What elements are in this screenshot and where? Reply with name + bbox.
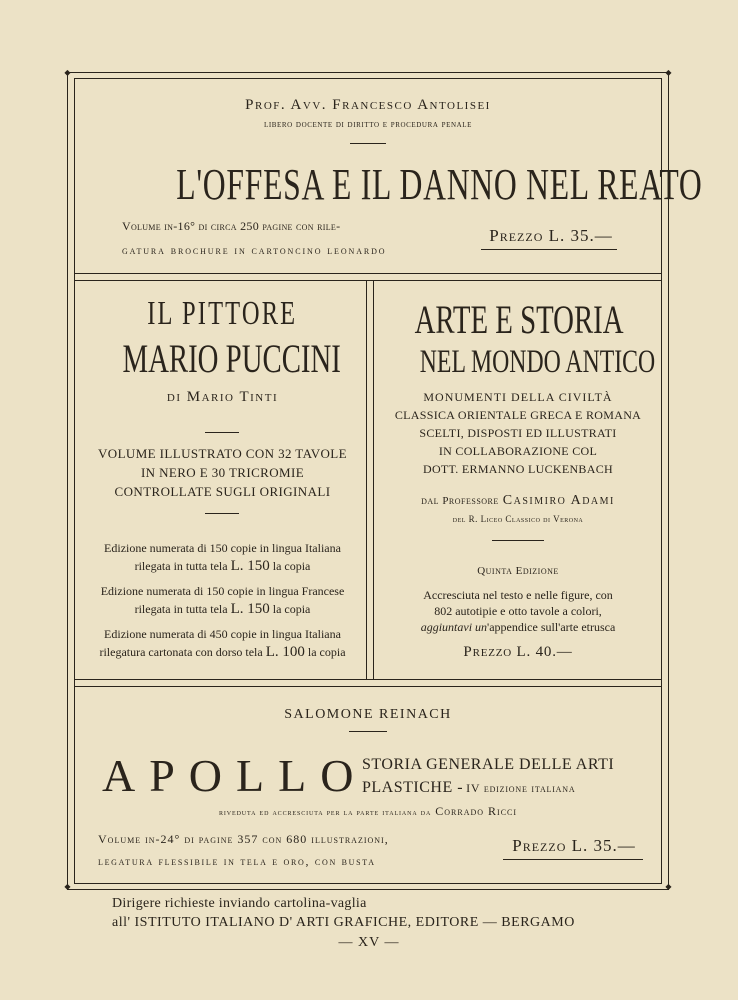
edition-price: L. 150: [230, 558, 270, 574]
edition-price: L. 150: [230, 601, 270, 617]
ornament-rule: [492, 540, 544, 541]
book-description: SCELTI, DISPOSTI ED ILLUSTRATI: [419, 426, 617, 440]
book-description: gatura brochure in cartoncino leonardo: [122, 243, 387, 257]
book-price: Prezzo L. 35.—: [512, 836, 636, 855]
edition-line: Edizione numerata di 150 copie in lingua Italiana: [104, 541, 341, 555]
edition-line: Edizione numerata di 150 copie in lingua Francese: [100, 584, 345, 598]
book-title: APOLLO: [102, 750, 368, 801]
book-title: ARTE E STORIA: [414, 297, 624, 342]
edition-label: Quinta Edizione: [477, 565, 559, 577]
book-price: Prezzo L. 35.—: [489, 226, 613, 245]
revision-note: riveduta ed accresciuta per la parte italiana da Corrado Ricci: [218, 804, 518, 818]
corner-ornament: ◆: [64, 68, 71, 77]
book-description: VOLUME ILLUSTRATO CON 32 TAVOLE: [98, 446, 347, 461]
corner-ornament: ◆: [665, 68, 672, 77]
book-description: MONUMENTI DELLA CIVILTÀ: [423, 390, 613, 404]
edition-line: rilegatura cartonata con dorso tela L. 100 la copia: [99, 644, 346, 660]
author-role: libero docente di diritto e procedura penale: [263, 119, 473, 130]
book-subtitle: STORIA GENERALE DELLE ARTI: [362, 756, 615, 773]
book-text: aggiuntavi un'appendice sull'arte etrusca: [420, 620, 616, 634]
edition-line: Edizione numerata di 450 copie in lingua Italiana: [104, 627, 341, 641]
book-author: SALOMONE REINACH: [284, 707, 452, 722]
footer-publisher: all' ISTITUTO ITALIANO D' ARTI GRAFICHE, EDITORE — BERGAMO: [112, 915, 575, 930]
ornament-rule: [350, 143, 386, 144]
edition-line: rilegata in tutta tela L. 150 la copia: [134, 601, 311, 617]
book-title: MARIO PUCCINI: [122, 336, 341, 381]
footer-instructions: Dirigere richieste inviando cartolina-vaglia: [112, 896, 367, 911]
book-text: Accresciuta nel testo e nelle figure, con: [423, 588, 613, 602]
corner-ornament: ◆: [64, 882, 71, 891]
book-description: DOTT. ERMANNO LUCKENBACH: [423, 462, 613, 476]
section-divider: [74, 280, 662, 281]
edition-price: L. 100: [265, 644, 305, 660]
page-number: — XV —: [338, 935, 400, 950]
corner-ornament: ◆: [665, 882, 672, 891]
section-divider: [74, 679, 662, 680]
book-description: Volume in-16° di circa 250 pagine con rile-: [122, 219, 341, 233]
price-underline: [481, 249, 617, 250]
book-description: IN NERO E 30 TRICROMIE: [140, 465, 305, 480]
book-title: IL PITTORE: [147, 295, 298, 332]
author-name: Prof. Avv. Francesco Antolisei: [245, 97, 491, 113]
price-underline: [503, 859, 643, 860]
section-divider: [74, 686, 662, 687]
book-title: NEL MONDO ANTICO: [419, 344, 656, 380]
book-description: legatura flessibile in tela e oro, con busta: [98, 854, 376, 868]
book-description: CLASSICA ORIENTALE GRECA E ROMANA: [394, 408, 642, 422]
ornament-rule: [205, 432, 239, 433]
book-price: Prezzo L. 40.—: [463, 644, 573, 660]
book-title: L'OFFESA E IL DANNO NEL REATO: [176, 160, 703, 209]
book-author: dal Professore Casimiro Adami: [421, 493, 615, 508]
section-divider: [74, 273, 662, 274]
book-description: Volume in-24° di pagine 357 con 680 illustrazioni,: [98, 832, 389, 846]
book-text: 802 autotipie e otto tavole a colori,: [434, 604, 602, 618]
author-role: del R. Liceo Classico di Verona: [452, 514, 584, 524]
ornament-rule: [205, 513, 239, 514]
column-divider: [366, 281, 367, 679]
book-description: CONTROLLATE SUGLI ORIGINALI: [114, 484, 331, 499]
book-author: di Mario Tinti: [166, 389, 279, 405]
ornament-rule: [349, 731, 387, 732]
edition-line: rilegata in tutta tela L. 150 la copia: [134, 558, 311, 574]
book-subtitle: PLASTICHE - IV edizione italiana: [362, 779, 576, 796]
book-description: IN COLLABORAZIONE COL: [438, 444, 598, 458]
